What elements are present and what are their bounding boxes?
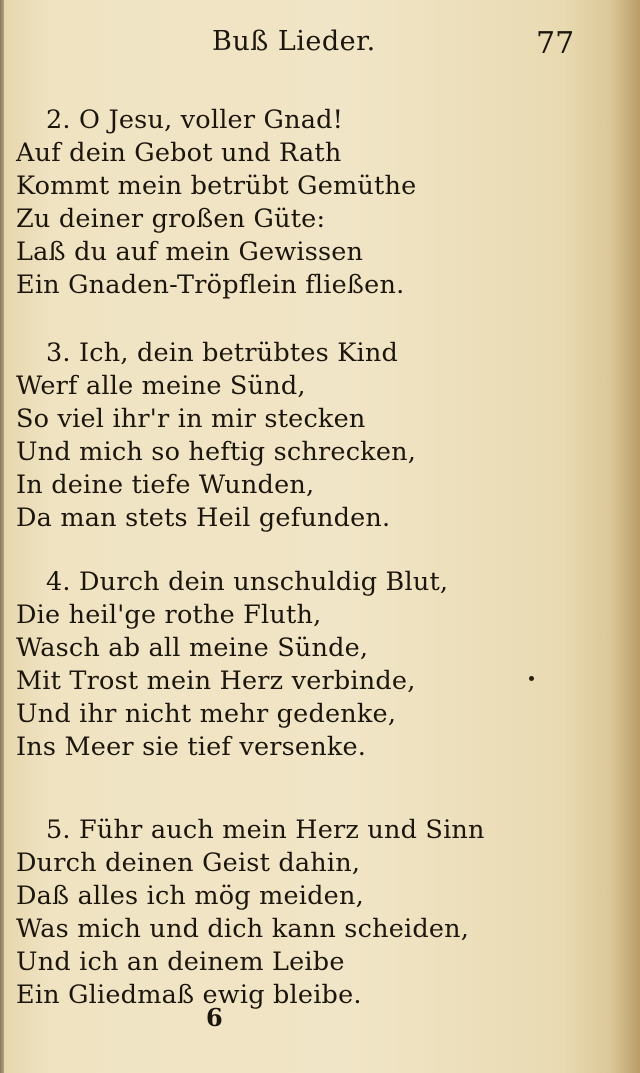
verse-line: Und mich so heftig schrecken, bbox=[16, 437, 417, 467]
verse-line: Werf alle meine Sünd, bbox=[16, 371, 306, 401]
verse-line: 2. O Jesu, voller Gnad! bbox=[46, 105, 344, 135]
verse-line: Und ihr nicht mehr gedenke, bbox=[16, 699, 397, 729]
page-number: 77 bbox=[536, 26, 575, 61]
ink-speck bbox=[529, 676, 534, 681]
page-gutter-shadow bbox=[0, 0, 4, 1073]
verse-line: In deine tiefe Wunden, bbox=[16, 470, 315, 500]
verse-line: 5. Führ auch mein Herz und Sinn bbox=[46, 815, 485, 845]
verse-line: Ein Gnaden-Tröpflein fließen. bbox=[16, 270, 405, 300]
verse-line: Ein Gliedmaß ewig bleibe. bbox=[16, 980, 362, 1010]
verse-line: Durch deinen Geist dahin, bbox=[16, 848, 361, 878]
verse-line: 4. Durch dein unschuldig Blut, bbox=[46, 567, 449, 597]
verse-line: Mit Trost mein Herz verbinde, bbox=[16, 666, 416, 696]
verse-line: Auf dein Gebot und Rath bbox=[16, 138, 342, 168]
verse-line: Daß alles ich mög meiden, bbox=[16, 881, 364, 911]
stanza-5 bbox=[16, 814, 576, 1012]
verse-line: Was mich und dich kann scheiden, bbox=[16, 914, 470, 944]
verse-line: Kommt mein betrübt Gemüthe bbox=[16, 171, 417, 201]
running-title: Buß Lieder. bbox=[212, 26, 376, 57]
verse-line: Und ich an deinem Leibe bbox=[16, 947, 345, 977]
page-edge-shadow bbox=[610, 0, 640, 1073]
verse-line: Die heil'ge rothe Fluth, bbox=[16, 600, 322, 630]
verse-line: Wasch ab all meine Sünde, bbox=[16, 633, 369, 663]
verse-line: So viel ihr'r in mir stecken bbox=[16, 404, 366, 434]
verse-line: Laß du auf mein Gewissen bbox=[16, 237, 364, 267]
verse-line: Zu deiner großen Güte: bbox=[16, 204, 326, 234]
stanza-2 bbox=[16, 104, 576, 302]
verse-line: Da man stets Heil gefunden. bbox=[16, 503, 391, 533]
verse-line: 3. Ich, dein betrübtes Kind bbox=[46, 338, 399, 368]
verse-line: Ins Meer sie tief versenke. bbox=[16, 732, 367, 762]
stanza-3 bbox=[16, 337, 576, 535]
signature-mark: 6 bbox=[206, 1003, 223, 1032]
stanza-4 bbox=[16, 566, 576, 764]
